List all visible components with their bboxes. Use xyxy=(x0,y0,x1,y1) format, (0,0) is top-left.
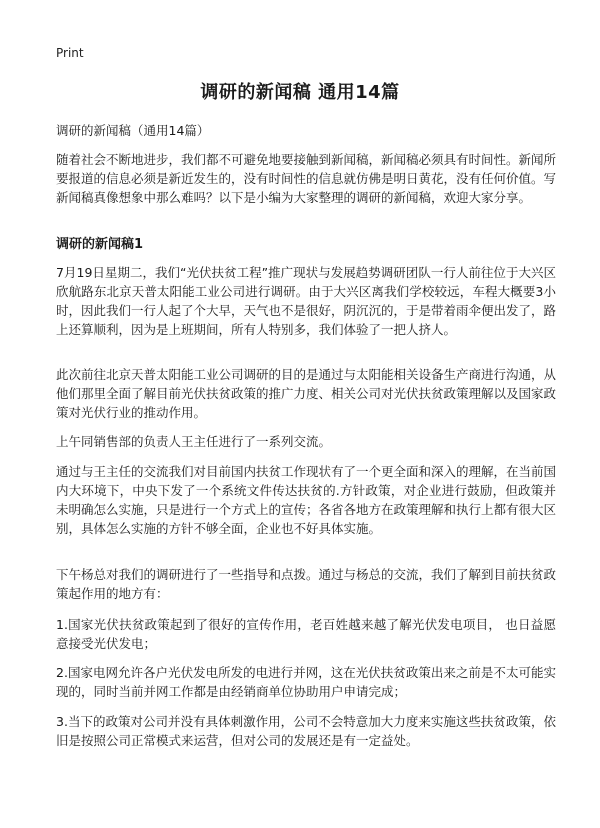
document-subtitle: 调研的新闻稿（通用14篇） xyxy=(56,123,210,138)
body-paragraph: 上午同销售部的负责人王主任进行了一系列交流。 xyxy=(56,434,332,449)
list-item: 3.当下的政策对公司并没有具体刺激作用，公司不会特意加大力度来实施这些扶贫政策，依旧是按照公司正常模式来运营，但对公司的发展还是有一定益处。 xyxy=(56,714,556,748)
body-paragraph: 7月19日星期二，我们“光伏扶贫工程”推广现状与发展趋势调研团队一行人前往位于大兴区欣航路东北京天普太阳能工业公司进行调研。由于大兴区离我们学校较远，车程大概要3小时，因此我们一行人起了个大早，天气也不是很好，阴沉沉的，于是带着雨伞便出发了，路上还算顺利，因为是上班期间，所有人特别多，我们体验了一把人挤人。 xyxy=(56,265,557,337)
list-item: 2.国家电网允许各户光伏发电所发的电进行并网，这在光伏扶贫政策出来之前是不太可能实现的，同时当前并网工作都是由经销商单位协助用户申请完成； xyxy=(56,665,556,699)
list-item: 1.国家光伏扶贫政策起到了很好的宣传作用，老百姓越来越了解光伏发电项目， 也日益愿意接受光伏发电； xyxy=(56,617,556,651)
intro-paragraph: 随着社会不断地进步，我们都不可避免地要接触到新闻稿，新闻稿必须具有时间性。新闻所要报道的信息必须是新近发生的，没有时间性的信息就仿佛是明日黄花，没有任何价值。写新闻稿真像想象中那么难吗？以下是小编为大家整理的调研的新闻稿，欢迎大家分享。 xyxy=(56,152,557,205)
body-paragraph: 通过与王主任的交流我们对目前国内扶贫工作现状有了一个更全面和深入的理解，在当前国内大环境下，中央下发了一个系统文件传达扶贫的.方针政策，对企业进行鼓励，但政策并未明确怎么实施，只是进行一个方式上的宣传；各省各地方在政策理解和执行上都有很大区别，具体怎么实施的方针不够全面，企业也不好具体实施。 xyxy=(56,464,557,536)
section-heading: 调研的新闻稿1 xyxy=(56,237,144,252)
body-paragraph: 下午杨总对我们的调研进行了一些指导和点拨。通过与杨总的交流，我们了解到目前扶贫政策起作用的地方有： xyxy=(56,567,557,601)
page-title: 调研的新闻稿 通用14篇 xyxy=(200,82,400,103)
body-paragraph: 此次前往北京天普太阳能工业公司调研的目的是通过与太阳能相关设备生产商进行沟通，从他们那里全面了解目前光伏扶贫政策的推广力度、相关公司对光伏扶贫政策理解以及国家政策对光伏行业的推动作用。 xyxy=(56,367,557,420)
print-link[interactable]: Print xyxy=(56,46,84,60)
